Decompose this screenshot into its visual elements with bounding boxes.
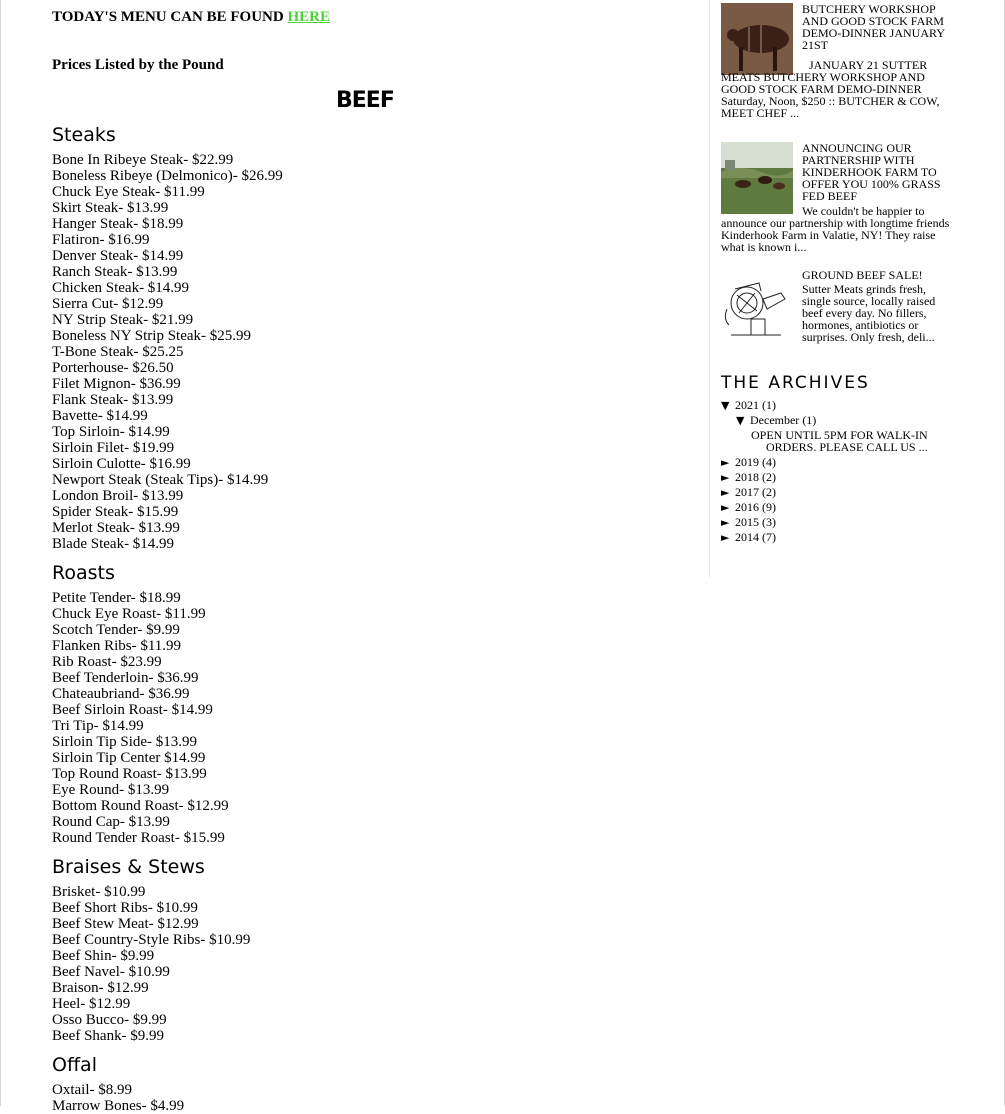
item-list <box>52 152 283 552</box>
archive-year-2018[interactable] <box>721 471 776 484</box>
archive-count: (2) <box>762 485 776 499</box>
collapse-toggle-icon[interactable]: ▼ <box>736 414 745 427</box>
post-title[interactable]: ANNOUNCING OUR PARTNERSHIP WITH KINDERHOOK FARM TO OFFER YOU 100% GRASS FED BEEF <box>802 141 941 203</box>
menu-item: Newport Steak (Steak Tips)- $14.99 <box>52 472 269 488</box>
menu-notice-text: TODAY'S MENU CAN BE FOUND <box>52 9 284 25</box>
archive-year-2016[interactable] <box>721 501 776 514</box>
section-steaks <box>52 123 283 552</box>
menu-item: Scotch Tender- $9.99 <box>52 622 180 638</box>
menu-item: Merlot Steak- $13.99 <box>52 520 180 536</box>
archive-year[interactable]: 2019 <box>735 455 759 469</box>
menu-item: Chuck Eye Steak- $11.99 <box>52 184 205 200</box>
menu-item: Boneless NY Strip Steak- $25.99 <box>52 328 252 344</box>
section-heading: Steaks <box>52 124 116 146</box>
menu-item: Sierra Cut- $12.99 <box>52 296 164 312</box>
section-heading: Braises & Stews <box>52 856 205 878</box>
menu-notice <box>52 9 330 26</box>
menu-item: Bavette- $14.99 <box>52 408 148 424</box>
archive-year[interactable]: 2015 <box>735 515 759 529</box>
item-list <box>52 1082 184 1114</box>
meat-grinder-thumbnail-icon[interactable] <box>721 269 793 341</box>
archive-year[interactable]: 2016 <box>735 500 759 514</box>
menu-item: Porterhouse- $26.50 <box>52 360 174 376</box>
post-excerpt: Sutter Meats grinds fresh, single source, locally raised beef every day. No fillers, hormones, antibiotics or surprises. Only fresh, deli... <box>802 282 936 344</box>
menu-item: Beef Shin- $9.99 <box>52 948 155 964</box>
archive-count: (9) <box>762 500 776 514</box>
menu-item: Flank Steak- $13.99 <box>52 392 174 408</box>
post-excerpt: JANUARY 21 SUTTER MEATS BUTCHERY WORKSHOP AND GOOD STOCK FARM DEMO-DINNER Saturday, Noon, $250 :: BUTCHER & COW, MEET CHEF ... <box>721 58 940 120</box>
column-divider <box>709 0 710 577</box>
menu-item: T-Bone Steak- $25.25 <box>52 344 184 360</box>
menu-item: Round Cap- $13.99 <box>52 814 170 830</box>
section-heading: Roasts <box>52 562 115 584</box>
menu-item: Sirloin Tip Side- $13.99 <box>52 734 198 750</box>
item-list <box>52 884 250 1044</box>
menu-item: Flatiron- $16.99 <box>52 232 150 248</box>
section-heading: Offal <box>52 1054 97 1076</box>
menu-item: Round Tender Roast- $15.99 <box>52 830 225 846</box>
archive-count: (3) <box>762 515 776 529</box>
menu-item: Beef Shank- $9.99 <box>52 1028 165 1044</box>
item-list <box>52 590 229 846</box>
menu-item: Braison- $12.99 <box>52 980 149 996</box>
menu-item: Beef Navel- $10.99 <box>52 964 170 980</box>
archive-year[interactable]: 2017 <box>735 485 759 499</box>
archive-year[interactable]: 2018 <box>735 470 759 484</box>
menu-item: Chicken Steak- $14.99 <box>52 280 190 296</box>
menu-item: Top Round Roast- $13.99 <box>52 766 207 782</box>
popular-post[interactable] <box>721 142 953 254</box>
archive-count: (2) <box>762 470 776 484</box>
menu-item: Beef Stew Meat- $12.99 <box>52 916 199 932</box>
menu-item: Marrow Bones- $4.99 <box>52 1098 185 1114</box>
archive-year[interactable]: 2021 <box>735 398 759 412</box>
menu-link[interactable]: HERE <box>287 9 330 25</box>
menu-item: Rib Roast- $23.99 <box>52 654 162 670</box>
menu-item: Top Sirloin- $14.99 <box>52 424 170 440</box>
menu-item: Blade Steak- $14.99 <box>52 536 175 552</box>
menu-item: Bottom Round Roast- $12.99 <box>52 798 229 814</box>
menu-item: Denver Steak- $14.99 <box>52 248 184 264</box>
archive-year-2015[interactable] <box>721 516 776 529</box>
archive-year-2014[interactable] <box>721 531 776 544</box>
section-roasts <box>52 561 229 846</box>
archive-year-2017[interactable] <box>721 486 776 499</box>
popular-post[interactable] <box>721 3 953 128</box>
menu-item: Sirloin Filet- $19.99 <box>52 440 175 456</box>
section-offal <box>52 1053 184 1114</box>
menu-item: Beef Country-Style Ribs- $10.99 <box>52 932 251 948</box>
archive-count: (1) <box>802 413 817 427</box>
popular-post[interactable] <box>721 269 953 345</box>
pasture-thumbnail-icon[interactable] <box>721 142 793 214</box>
menu-item: Ranch Steak- $13.99 <box>52 264 178 280</box>
category-title: BEEF <box>336 88 394 113</box>
collapse-toggle-icon[interactable]: ▼ <box>721 399 730 412</box>
expand-toggle-icon[interactable]: ► <box>721 486 730 499</box>
archive-month[interactable]: December <box>750 413 800 427</box>
menu-item: Chateaubriand- $36.99 <box>52 686 190 702</box>
expand-toggle-icon[interactable]: ► <box>721 531 730 544</box>
archive-month-december[interactable] <box>736 414 816 427</box>
menu-item: Heel- $12.99 <box>52 996 131 1012</box>
menu-item: Bone In Ribeye Steak- $22.99 <box>52 152 234 168</box>
archive-count: (1) <box>762 398 776 412</box>
archive-count: (7) <box>762 530 776 544</box>
expand-toggle-icon[interactable]: ► <box>721 501 730 514</box>
menu-item: Sirloin Tip Center $14.99 <box>52 750 206 766</box>
menu-item: Oxtail- $8.99 <box>52 1082 132 1098</box>
menu-item: Boneless Ribeye (Delmonico)- $26.99 <box>52 168 283 184</box>
archive-year-2021[interactable] <box>721 399 776 412</box>
archives-heading: THE ARCHIVES <box>721 373 870 393</box>
menu-item: Skirt Steak- $13.99 <box>52 200 169 216</box>
menu-item: London Broil- $13.99 <box>52 488 184 504</box>
section-braises <box>52 855 250 1044</box>
menu-item: Petite Tender- $18.99 <box>52 590 181 606</box>
post-excerpt: We couldn't be happier to announce our partnership with longtime friends Kinderhook Farm in Valatie, NY! They raise what is known i... <box>721 204 950 254</box>
menu-item: NY Strip Steak- $21.99 <box>52 312 194 328</box>
menu-item: Beef Short Ribs- $10.99 <box>52 900 198 916</box>
post-title[interactable]: GROUND BEEF SALE! <box>802 268 923 282</box>
menu-item: Spider Steak- $15.99 <box>52 504 179 520</box>
menu-item: Tri Tip- $14.99 <box>52 718 144 734</box>
expand-toggle-icon[interactable]: ► <box>721 456 730 469</box>
menu-item: Beef Sirloin Roast- $14.99 <box>52 702 213 718</box>
menu-item: Flanken Ribs- $11.99 <box>52 638 182 654</box>
menu-item: Eye Round- $13.99 <box>52 782 170 798</box>
archive-year[interactable]: 2014 <box>735 530 759 544</box>
menu-item: Sirloin Culotte- $16.99 <box>52 456 191 472</box>
expand-toggle-icon[interactable]: ► <box>721 516 730 529</box>
menu-item: Hanger Steak- $18.99 <box>52 216 184 232</box>
prices-note: Prices Listed by the Pound <box>52 57 224 73</box>
menu-item: Osso Bucco- $9.99 <box>52 1012 167 1028</box>
menu-item: Brisket- $10.99 <box>52 884 146 900</box>
expand-toggle-icon[interactable]: ► <box>721 471 730 484</box>
menu-item: Beef Tenderloin- $36.99 <box>52 670 199 686</box>
menu-item: Chuck Eye Roast- $11.99 <box>52 606 206 622</box>
post-title[interactable]: BUTCHERY WORKSHOP AND GOOD STOCK FARM DEMO-DINNER JANUARY 21ST <box>802 2 945 52</box>
archive-post-link[interactable]: OPEN UNTIL 5PM FOR WALK-IN ORDERS. PLEASE CALL US ... <box>751 428 928 454</box>
archive-year-2019[interactable] <box>721 456 776 469</box>
menu-item: Filet Mignon- $36.99 <box>52 376 181 392</box>
archive-count: (4) <box>762 455 776 469</box>
